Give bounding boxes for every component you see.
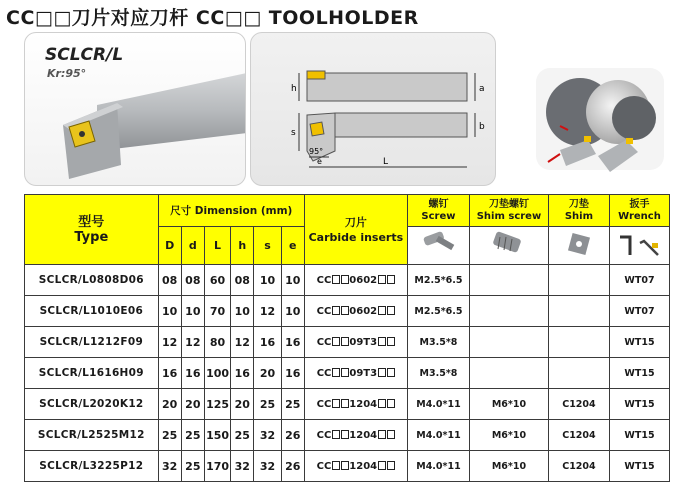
cell-screw: M4.0*11	[407, 420, 469, 451]
shim-image-cell	[548, 227, 609, 265]
cell-insert	[304, 420, 407, 451]
cell-screw: M2.5*6.5	[407, 296, 469, 327]
cell-screw: M2.5*6.5	[407, 265, 469, 296]
cell-L: 170	[204, 451, 230, 482]
insert-prefix: CC	[316, 460, 332, 472]
cell-d: 08	[181, 265, 204, 296]
label-b: b	[479, 122, 485, 132]
cell-type: SCLCR/L1616H09	[25, 358, 159, 389]
cell-D: 16	[158, 358, 181, 389]
insert-size: 1204	[349, 429, 378, 441]
cell-shim-screw	[470, 358, 549, 389]
table-row	[25, 358, 670, 389]
label-a: a	[479, 84, 485, 94]
cell-d: 10	[181, 296, 204, 327]
header-col-h: h	[231, 227, 254, 265]
header-screw-cn: 螺钉	[428, 198, 449, 210]
cell-shim-screw	[470, 327, 549, 358]
header-type	[25, 195, 159, 265]
page-title: CC□□刀片对应刀杆 CC□□ TOOLHOLDER	[6, 7, 419, 29]
label-e: e	[317, 157, 322, 166]
cell-insert	[304, 389, 407, 420]
cell-D: 32	[158, 451, 181, 482]
cell-d: 25	[181, 420, 204, 451]
turning-illustration	[530, 32, 670, 186]
cell-wrench: WT15	[609, 389, 669, 420]
cell-D: 10	[158, 296, 181, 327]
cell-wrench: WT15	[609, 358, 669, 389]
cell-wrench: WT15	[609, 327, 669, 358]
header-col-e: e	[281, 227, 304, 265]
cell-e: 26	[281, 451, 304, 482]
cell-s: 16	[254, 327, 281, 358]
label-s: s	[291, 128, 296, 138]
cell-insert	[304, 327, 407, 358]
insert-size: 09T3	[349, 336, 378, 348]
cell-shim	[548, 358, 609, 389]
table-row	[25, 296, 670, 327]
shim-icon	[564, 229, 594, 259]
insert-size: 0602	[349, 305, 378, 317]
cell-type: SCLCR/L2525M12	[25, 420, 159, 451]
cell-wrench: WT15	[609, 420, 669, 451]
cell-h: 16	[231, 358, 254, 389]
cell-h: 20	[231, 389, 254, 420]
cell-shim: C1204	[548, 420, 609, 451]
cell-type: SCLCR/L1212F09	[25, 327, 159, 358]
cell-s: 32	[254, 451, 281, 482]
cell-d: 25	[181, 451, 204, 482]
cell-h: 10	[231, 296, 254, 327]
insert-size: 09T3	[349, 367, 378, 379]
cell-shim	[548, 296, 609, 327]
table-row	[25, 389, 670, 420]
cell-shim-screw	[470, 265, 549, 296]
cell-shim	[548, 327, 609, 358]
cell-h: 08	[231, 265, 254, 296]
cell-L: 70	[204, 296, 230, 327]
toolholder-image	[25, 33, 246, 186]
cell-wrench: WT07	[609, 296, 669, 327]
header-shim	[548, 195, 609, 227]
header-screw-en: Screw	[421, 210, 456, 222]
cell-L: 125	[204, 389, 230, 420]
shim-screw-icon	[486, 229, 532, 259]
cell-h: 12	[231, 327, 254, 358]
insert-size: 0602	[349, 274, 378, 286]
cell-wrench: WT15	[609, 451, 669, 482]
table-body	[25, 265, 670, 482]
usage-illustration-panel	[530, 32, 670, 186]
table-row	[25, 265, 670, 296]
label-angle: 95°	[309, 147, 324, 156]
header-type-cn: 型号	[78, 214, 105, 230]
cell-h: 32	[231, 451, 254, 482]
header-col-L: L	[204, 227, 230, 265]
insert-prefix: CC	[316, 398, 332, 410]
cell-screw: M4.0*11	[407, 389, 469, 420]
header-dimension: 尺寸 Dimension (mm)	[158, 195, 304, 227]
cell-type: SCLCR/L2020K12	[25, 389, 159, 420]
wrench-icon	[614, 229, 664, 259]
technical-drawing-panel	[250, 32, 496, 186]
cell-insert	[304, 451, 407, 482]
table-row	[25, 420, 670, 451]
header-insert-cn: 刀片	[344, 215, 367, 229]
cell-shim: C1204	[548, 451, 609, 482]
cell-L: 60	[204, 265, 230, 296]
insert-prefix: CC	[316, 336, 332, 348]
cell-D: 08	[158, 265, 181, 296]
cell-shim	[548, 265, 609, 296]
header-wrench	[609, 195, 669, 227]
cell-L: 80	[204, 327, 230, 358]
insert-size: 1204	[349, 398, 378, 410]
specification-table	[24, 194, 670, 482]
cell-screw: M3.5*8	[407, 327, 469, 358]
header-insert-en: Carbide inserts	[308, 230, 404, 244]
wrench-image-cell	[609, 227, 669, 265]
screw-icon	[418, 229, 458, 259]
header-screw	[407, 195, 469, 227]
header-col-d: d	[181, 227, 204, 265]
cell-D: 20	[158, 389, 181, 420]
cell-insert	[304, 265, 407, 296]
shim-screw-image-cell	[470, 227, 549, 265]
cell-e: 16	[281, 327, 304, 358]
cell-screw: M4.0*11	[407, 451, 469, 482]
cell-e: 10	[281, 296, 304, 327]
product-code: SCLCR/L	[45, 45, 124, 65]
dimension-drawing	[251, 33, 496, 186]
cell-shim-screw	[470, 296, 549, 327]
header-col-D: D	[158, 227, 181, 265]
insert-size: 1204	[349, 460, 378, 472]
screw-image-cell	[407, 227, 469, 265]
table-row	[25, 327, 670, 358]
cell-L: 100	[204, 358, 230, 389]
header-shim-screw	[470, 195, 549, 227]
kr-angle: Kr:95°	[47, 67, 87, 80]
header-wrench-cn: 扳手	[629, 198, 650, 210]
label-h: h	[291, 84, 297, 94]
header-shim-screw-en: Shim screw	[476, 210, 542, 222]
header-shim-screw-cn: 刀垫螺钉	[488, 198, 529, 210]
cell-e: 25	[281, 389, 304, 420]
header-shim-en: Shim	[564, 210, 594, 222]
cell-s: 32	[254, 420, 281, 451]
cell-d: 12	[181, 327, 204, 358]
cell-s: 25	[254, 389, 281, 420]
insert-prefix: CC	[316, 367, 332, 379]
cell-L: 150	[204, 420, 230, 451]
cell-e: 16	[281, 358, 304, 389]
cell-d: 16	[181, 358, 204, 389]
header-wrench-en: Wrench	[618, 210, 661, 222]
product-photo-panel	[24, 32, 246, 186]
cell-type: SCLCR/L0808D06	[25, 265, 159, 296]
table-row	[25, 451, 670, 482]
cell-e: 10	[281, 265, 304, 296]
header-shim-cn: 刀垫	[568, 198, 589, 210]
cell-e: 26	[281, 420, 304, 451]
cell-shim: C1204	[548, 389, 609, 420]
header-col-s: s	[254, 227, 281, 265]
cell-D: 12	[158, 327, 181, 358]
cell-s: 10	[254, 265, 281, 296]
cell-type: SCLCR/L1010E06	[25, 296, 159, 327]
cell-h: 25	[231, 420, 254, 451]
cell-insert	[304, 296, 407, 327]
header-insert	[304, 195, 407, 265]
cell-shim-screw: M6*10	[470, 420, 549, 451]
label-L: L	[383, 157, 389, 167]
cell-screw: M3.5*8	[407, 358, 469, 389]
cell-s: 20	[254, 358, 281, 389]
cell-wrench: WT07	[609, 265, 669, 296]
cell-s: 12	[254, 296, 281, 327]
cell-shim-screw: M6*10	[470, 389, 549, 420]
insert-prefix: CC	[316, 274, 332, 286]
cell-type: SCLCR/L3225P12	[25, 451, 159, 482]
insert-prefix: CC	[316, 429, 332, 441]
cell-insert	[304, 358, 407, 389]
insert-prefix: CC	[316, 305, 332, 317]
cell-d: 20	[181, 389, 204, 420]
cell-D: 25	[158, 420, 181, 451]
header-type-en: Type	[74, 229, 109, 245]
cell-shim-screw: M6*10	[470, 451, 549, 482]
